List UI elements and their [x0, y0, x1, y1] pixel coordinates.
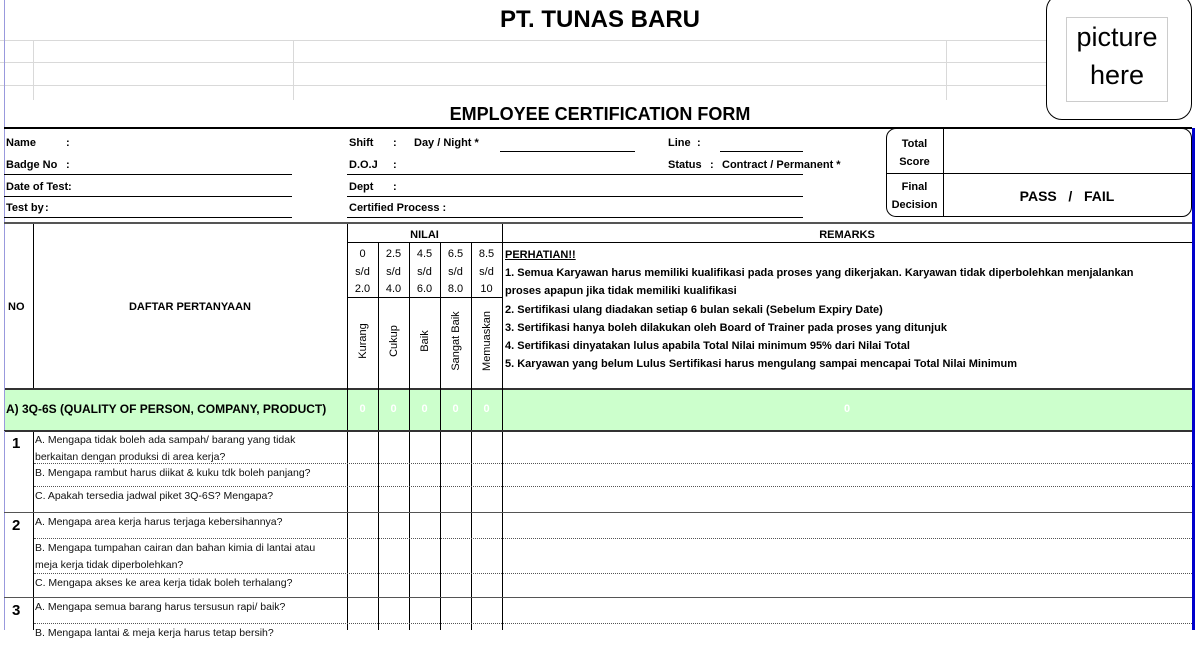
score-cell[interactable]	[472, 539, 502, 573]
badge-label: Badge No	[6, 159, 58, 171]
score-range: 0 s/d 2.0	[354, 248, 371, 295]
remark-cell[interactable]	[503, 464, 1192, 486]
section-remark-total: 0	[843, 403, 851, 415]
score-cell[interactable]	[410, 464, 440, 486]
section-score: 0	[390, 403, 397, 415]
score-cell[interactable]	[441, 513, 471, 538]
score-cell[interactable]	[379, 487, 409, 512]
colon: :	[68, 181, 72, 193]
score-cell[interactable]	[348, 431, 378, 463]
score-cell[interactable]	[410, 431, 440, 463]
score-range: 8.5 s/d 10	[478, 248, 495, 295]
dept-label: Dept	[349, 181, 374, 193]
shift-label: Shift	[349, 137, 374, 149]
score-cell[interactable]	[379, 539, 409, 573]
score-cell[interactable]	[410, 513, 440, 538]
shift-value[interactable]: Day / Night *	[414, 137, 479, 149]
section-title: A) 3Q-6S (QUALITY OF PERSON, COMPANY, PRODUCT)	[6, 402, 327, 416]
score-cell[interactable]	[472, 513, 502, 538]
form-title: EMPLOYEE CERTIFICATION FORM	[449, 104, 751, 124]
score-cell[interactable]	[348, 624, 378, 649]
remark-cell[interactable]	[503, 431, 1192, 463]
question-item: C. Apakah tersedia jadwal piket 3Q-6S? Mengapa?	[35, 490, 274, 502]
score-cell[interactable]	[410, 539, 440, 573]
score-cell[interactable]	[441, 624, 471, 649]
score-cell[interactable]	[472, 464, 502, 486]
score-cell[interactable]	[441, 574, 471, 597]
score-cell[interactable]	[441, 539, 471, 573]
colon: :	[393, 181, 397, 193]
remark-line: proses apapun jika tidak memiliki kualifikasi	[505, 285, 737, 298]
final-decision-label: Final Decision	[891, 181, 938, 211]
question-number: 3	[12, 602, 21, 619]
question-number: 1	[12, 435, 21, 452]
score-cell[interactable]	[410, 574, 440, 597]
score-cell[interactable]	[441, 431, 471, 463]
question-item: B. Mengapa rambut harus diikat & kuku tdk boleh panjang?	[35, 467, 311, 479]
score-cell[interactable]	[441, 487, 471, 512]
score-cell[interactable]	[379, 598, 409, 623]
section-score: 0	[421, 403, 428, 415]
remark-line: 3. Sertifikasi hanya boleh dilakukan oleh Board of Trainer pada proses yang ditunjuk	[505, 321, 947, 334]
score-cell[interactable]	[472, 487, 502, 512]
score-cell[interactable]	[410, 624, 440, 649]
colon: :	[45, 202, 49, 214]
score-cell[interactable]	[472, 624, 502, 649]
question-item: A. Mengapa tidak boleh ada sampah/ barang yang tidak berkaitan dengan produksi di area kerja?	[35, 434, 296, 463]
score-range: 2.5 s/d 4.0	[385, 248, 402, 295]
rating-label: Baik	[419, 330, 431, 352]
score-cell[interactable]	[410, 598, 440, 623]
score-cell[interactable]	[472, 574, 502, 597]
score-range: 6.5 s/d 8.0	[447, 248, 464, 295]
score-cell[interactable]	[410, 487, 440, 512]
pass-fail-decision[interactable]: PASS / FAIL	[1019, 188, 1115, 204]
score-cell[interactable]	[379, 624, 409, 649]
date-label: Date of Test	[6, 181, 69, 193]
remark-line: 5. Karyawan yang belum Lulus Sertifikasi harus mengulang sampai mencapai Total Nilai Minimum	[505, 358, 1018, 371]
question-item: B. Mengapa lantai & meja kerja harus tetap bersih?	[35, 627, 274, 639]
section-score: 0	[359, 403, 366, 415]
question-number: 2	[12, 517, 21, 534]
score-cell[interactable]	[379, 513, 409, 538]
score-cell[interactable]	[379, 464, 409, 486]
remark-cell[interactable]	[503, 487, 1192, 512]
remark-line: 4. Sertifikasi dinyatakan lulus apabila Total Nilai minimum 95% dari Nilai Total	[505, 340, 910, 353]
remarks-box	[505, 246, 1190, 373]
company-title: PT. TUNAS BARU	[499, 6, 700, 33]
score-cell[interactable]	[379, 574, 409, 597]
no-header: NO	[8, 301, 25, 313]
score-cell[interactable]	[472, 431, 502, 463]
doj-label: D.O.J	[349, 159, 378, 171]
question-item: A. Mengapa semua barang harus tersusun rapi/ baik?	[35, 601, 286, 613]
remark-cell[interactable]	[503, 598, 1192, 623]
colon: :	[393, 159, 397, 171]
status-label: Status	[668, 159, 702, 171]
status-value[interactable]: Contract / Permanent *	[722, 159, 841, 171]
nilai-header: NILAI	[410, 229, 439, 241]
score-range: 4.5 s/d 6.0	[416, 248, 433, 295]
total-score-label: Total Score	[899, 138, 930, 168]
rating-label: Cukup	[388, 325, 400, 357]
certified-process-label: Certified Process :	[349, 202, 447, 214]
question-item: C. Mengapa akses ke area kerja tidak boleh terhalang?	[35, 577, 293, 589]
picture-placeholder[interactable]	[1046, 0, 1192, 120]
name-label: Name	[6, 137, 36, 149]
rating-label: Kurang	[357, 323, 369, 359]
remarks-title: PERHATIAN!!	[505, 249, 576, 261]
section-score: 0	[452, 403, 459, 415]
score-cell[interactable]	[348, 487, 378, 512]
name-field[interactable]	[72, 131, 292, 151]
remark-cell[interactable]	[503, 624, 1192, 649]
colon: :	[710, 159, 714, 171]
rating-label: Sangat Baik	[450, 311, 462, 371]
total-score-field[interactable]	[944, 129, 1190, 173]
score-cell[interactable]	[348, 598, 378, 623]
score-cell[interactable]	[348, 539, 378, 573]
colon: :	[66, 159, 70, 171]
here-text: here	[1089, 60, 1145, 90]
remark-line: 1. Semua Karyawan harus memiliki kualifikasi pada proses yang dikerjakan. Karyawan tidak diperbolehkan menjalankan	[505, 267, 1134, 280]
remark-cell[interactable]	[503, 574, 1192, 597]
score-cell[interactable]	[472, 598, 502, 623]
score-cell[interactable]	[348, 574, 378, 597]
colon: :	[393, 137, 397, 149]
score-cell[interactable]	[379, 431, 409, 463]
section-score: 0	[483, 403, 490, 415]
score-cell[interactable]	[441, 464, 471, 486]
remark-cell[interactable]	[503, 539, 1192, 573]
score-cell[interactable]	[348, 464, 378, 486]
remark-cell[interactable]	[503, 513, 1192, 538]
questions-header: DAFTAR PERTANYAAN	[128, 301, 252, 313]
colon: :	[66, 137, 70, 149]
score-cell[interactable]	[348, 513, 378, 538]
picture-text: picture	[1076, 22, 1158, 52]
remarks-header: REMARKS	[819, 229, 875, 241]
score-cell[interactable]	[441, 598, 471, 623]
remark-line: 2. Sertifikasi ulang diadakan setiap 6 bulan sekali (Sebelum Expiry Date)	[505, 303, 883, 316]
rating-label: Memuaskan	[481, 311, 493, 371]
test-by-label: Test by	[6, 202, 44, 214]
question-item: A. Mengapa area kerja harus terjaga kebersihannya?	[35, 516, 283, 528]
line-label: Line	[668, 137, 691, 149]
colon: :	[697, 137, 701, 149]
question-item: B. Mengapa tumpahan cairan dan bahan kimia di lantai atau meja kerja tidak diperbolehkan?	[35, 542, 316, 571]
